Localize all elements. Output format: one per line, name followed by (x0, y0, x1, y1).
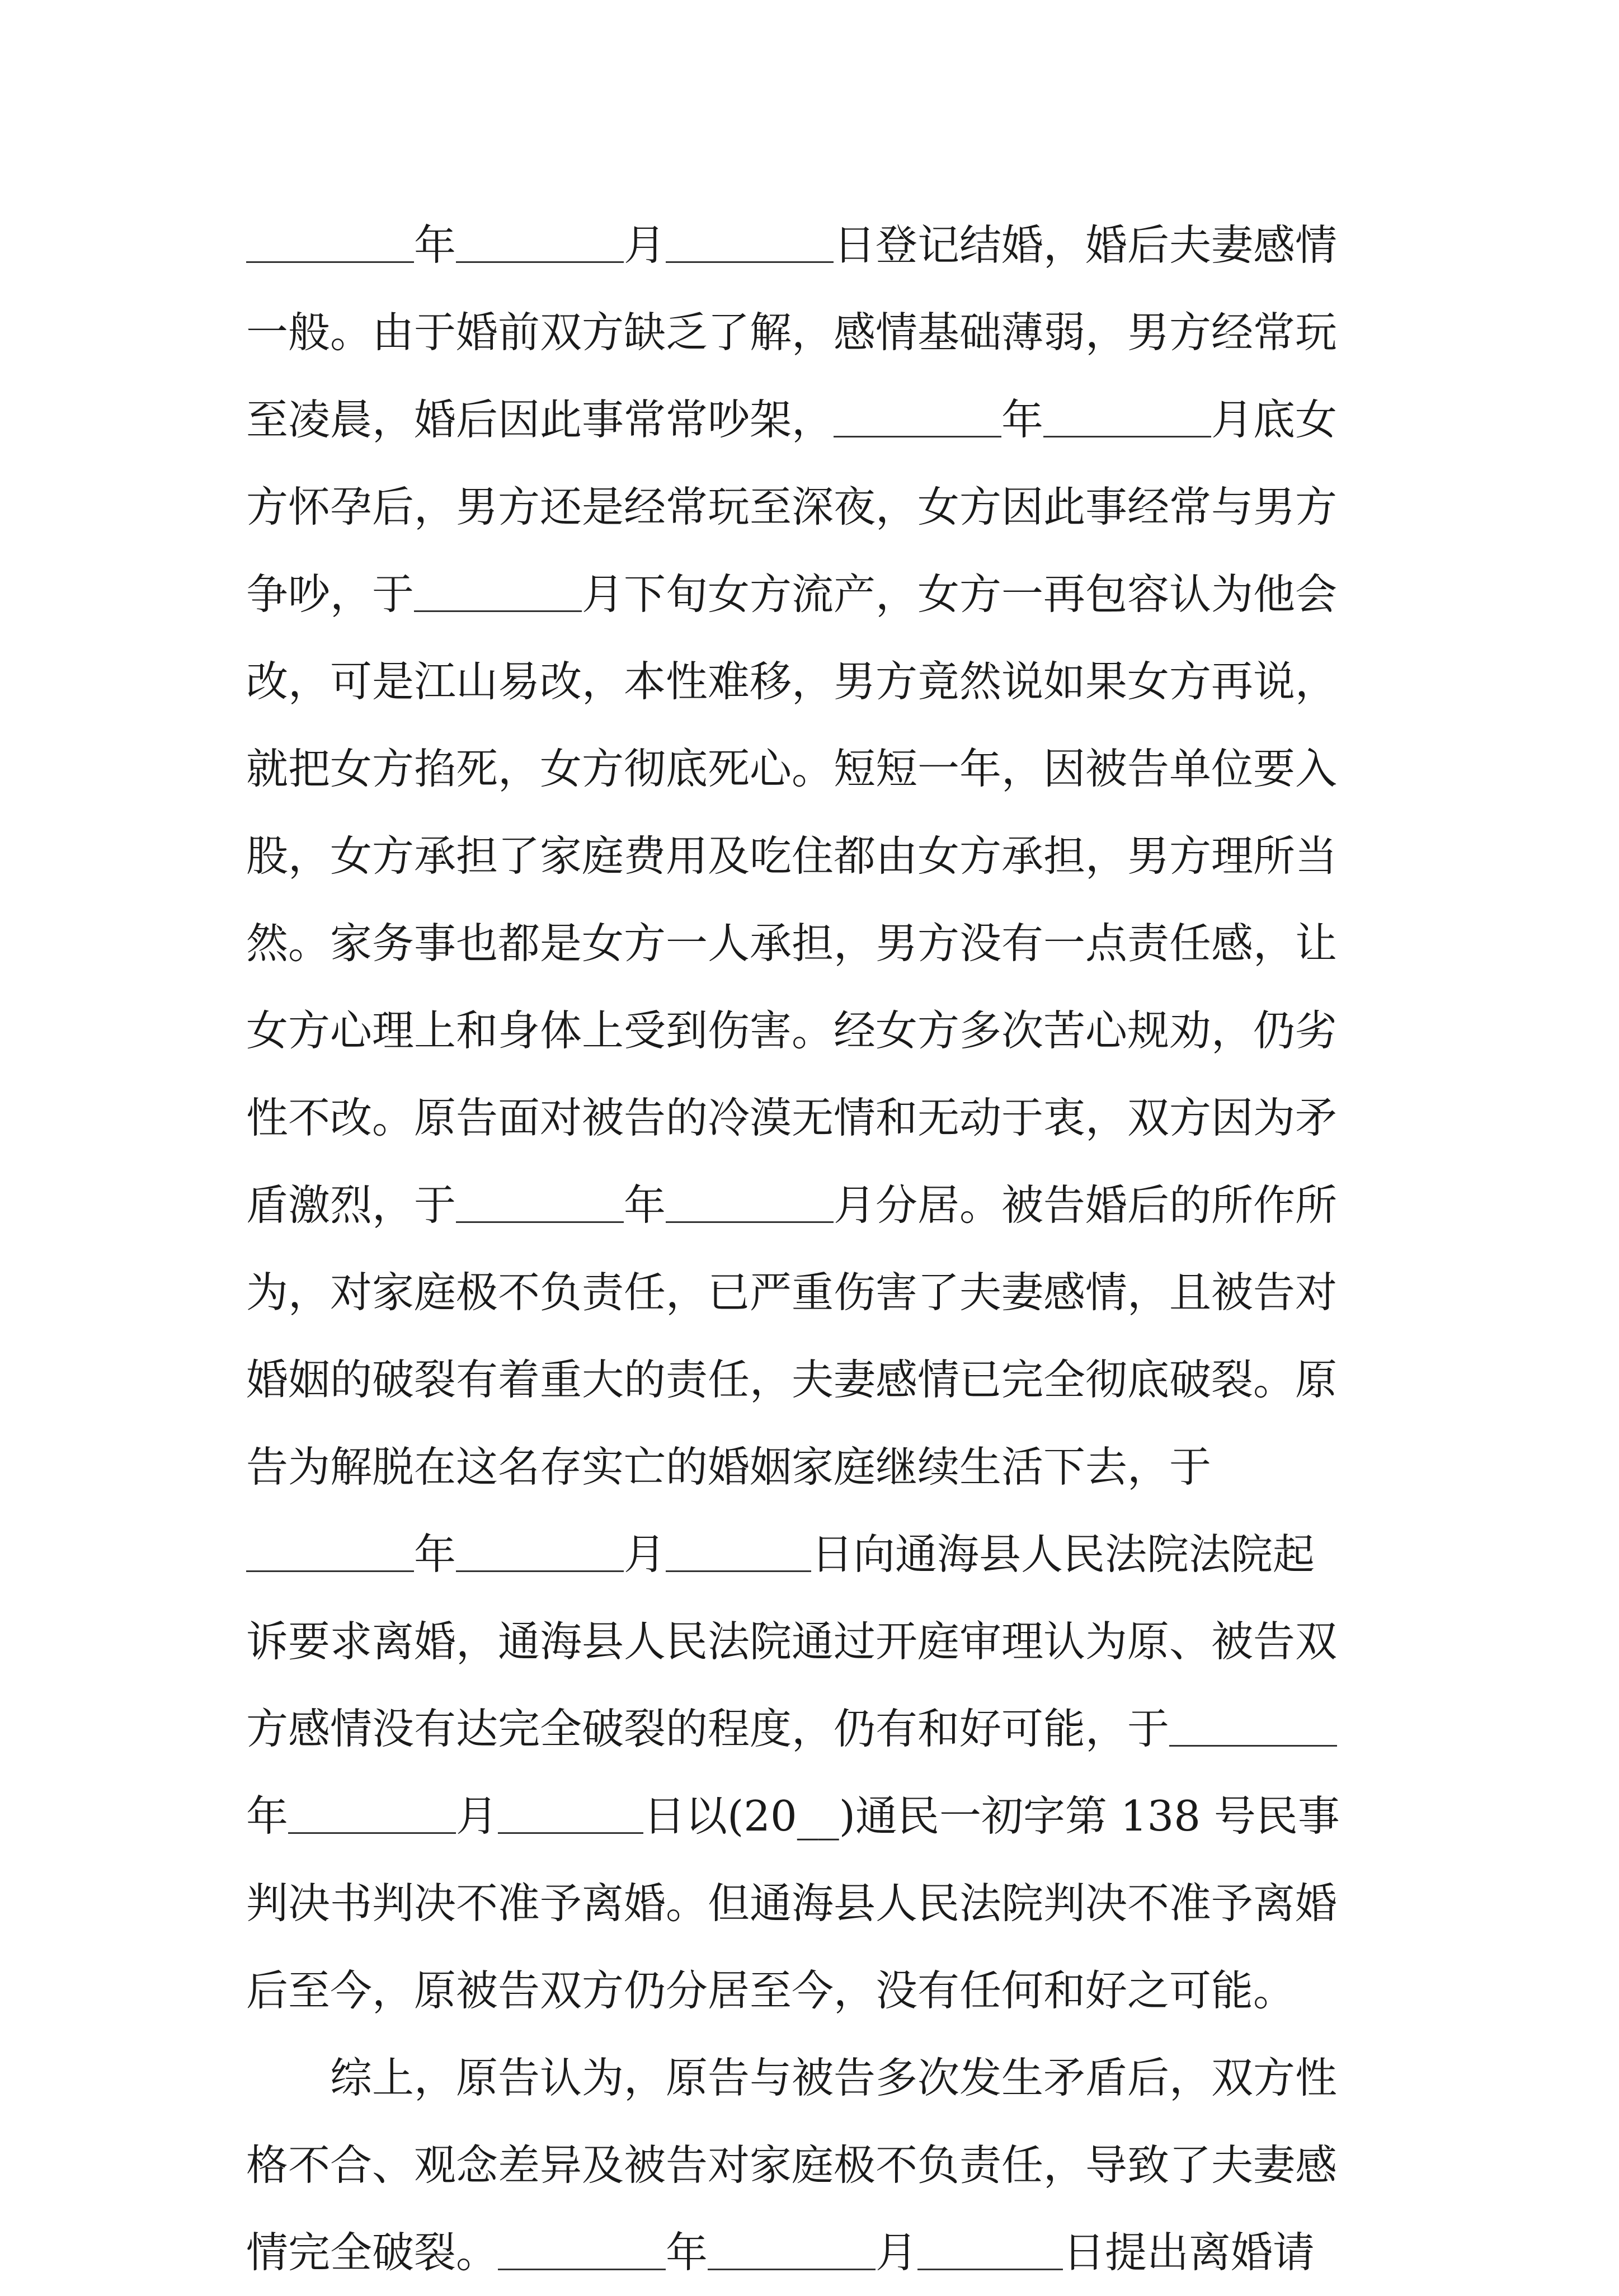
text-segment: 年 (624, 1180, 666, 1230)
text-segment: 月 (624, 1530, 666, 1579)
text-line (246, 2034, 1387, 2121)
text-segment: 年 (414, 1530, 456, 1579)
text-segment: 月分居。被告婚后的所作所 (834, 1180, 1338, 1230)
text-segment: 争吵，于 (246, 570, 415, 619)
fill-in-blank (1169, 1706, 1337, 1747)
text-segment: 月 (624, 220, 666, 270)
text-line (246, 2209, 1387, 2296)
text-segment: 月底女 (1211, 395, 1338, 444)
fill-in-blank (834, 397, 1001, 437)
text-line (246, 1336, 1387, 1423)
fill-in-blank (666, 1182, 834, 1223)
text-segment: 格不合、观念差异及被告对家庭极不负责任，导致了夫妻感 (246, 2140, 1338, 2190)
text-segment: 月下旬女方流产，女方一再包容认为他会 (582, 570, 1338, 619)
fill-in-blank (498, 2229, 666, 2270)
text-segment: 月 (456, 1791, 498, 1841)
text-segment: 然。家务事也都是女方一人承担，男方没有一点责任感，让 (246, 919, 1338, 968)
text-segment: 股，女方承担了家庭费用及吃住都由女方承担，男方理所当 (246, 831, 1338, 881)
text-line (246, 1423, 1387, 1511)
text-segment: 日向通海县人民法院法院起 (811, 1530, 1315, 1579)
text-segment: 盾激烈，于 (246, 1180, 456, 1230)
text-line (246, 1772, 1387, 1860)
text-segment: 婚姻的破裂有着重大的责任，夫妻感情已完全彻底破裂。原 (246, 1355, 1338, 1404)
text-segment: 年 (1001, 395, 1044, 444)
text-line (246, 2121, 1387, 2209)
fill-in-blank (456, 1531, 624, 1572)
fill-in-blank (708, 2229, 876, 2270)
text-segment: 就把女方掐死，女方彻底死心。短短一年，因被告单位要入 (246, 744, 1338, 793)
text-segment: 日以(20__)通民一初字第 138 号民事 (643, 1791, 1340, 1841)
text-segment: 诉要求离婚，通海县人民法院通过开庭审理认为原、被告双 (246, 1617, 1338, 1666)
text-line (246, 1598, 1387, 1685)
text-segment: 一般。由于婚前双方缺乏了解，感情基础薄弱，男方经常玩 (246, 308, 1338, 357)
fill-in-blank (288, 1793, 456, 1834)
fill-in-blank (666, 222, 834, 263)
text-segment: 方感情没有达完全破裂的程度，仍有和好可能，于 (246, 1704, 1170, 1753)
text-line (246, 1685, 1387, 1772)
fill-in-blank (246, 222, 414, 263)
text-segment: 年 (414, 220, 456, 270)
body-text (246, 201, 1387, 2296)
text-line (246, 1161, 1387, 1249)
text-segment: 女方心理上和身体上受到伤害。经女方多次苦心规劝，仍劣 (246, 1006, 1338, 1055)
text-segment: 性不改。原告面对被告的冷漠无情和无动于衷，双方因为矛 (246, 1093, 1338, 1142)
text-segment: 情完全破裂。 (246, 2228, 498, 2277)
text-line (246, 551, 1387, 638)
text-segment: 后至今，原被告双方仍分居至今，没有任何和好之可能。 (246, 1966, 1296, 2015)
fill-in-blank (1043, 397, 1211, 437)
text-line (246, 1511, 1387, 1598)
text-segment: 改，可是江山易改，本性难移，男方竟然说如果女方再说， (246, 657, 1338, 706)
fill-in-blank (498, 1793, 643, 1834)
text-line (246, 201, 1387, 289)
fill-in-blank (456, 222, 624, 263)
text-segment: 年 (246, 1791, 289, 1841)
text-line (246, 987, 1387, 1074)
text-segment: 判决书判决不准予离婚。但通海县人民法院判决不准予离婚 (246, 1879, 1338, 1928)
text-segment: 日登记结婚，婚后夫妻感情 (834, 220, 1338, 270)
text-line (246, 638, 1387, 725)
fill-in-blank (666, 1531, 811, 1572)
text-line (246, 376, 1387, 463)
text-segment: 至凌晨，婚后因此事常常吵架， (246, 395, 834, 444)
text-line (246, 725, 1387, 812)
text-segment: 综上，原告认为，原告与被告多次发生矛盾后，双方性 (330, 2053, 1338, 2102)
text-segment: 月 (876, 2228, 918, 2277)
fill-in-blank (917, 2229, 1063, 2270)
text-line (246, 1249, 1387, 1336)
fill-in-blank (456, 1182, 624, 1223)
text-line (246, 463, 1387, 551)
text-line (246, 289, 1387, 376)
text-segment: 年 (666, 2228, 708, 2277)
text-line (246, 812, 1387, 900)
text-line (246, 1947, 1387, 2034)
fill-in-blank (414, 571, 582, 612)
fill-in-blank (246, 1531, 414, 1572)
text-segment: 方怀孕后，男方还是经常玩至深夜，女方因此事经常与男方 (246, 482, 1338, 531)
text-line (246, 900, 1387, 987)
text-segment: 为，对家庭极不负责任，已严重伤害了夫妻感情，且被告对 (246, 1268, 1338, 1317)
text-segment: 日提出离婚请 (1063, 2228, 1315, 2277)
text-line (246, 1860, 1387, 1947)
text-line (246, 1074, 1387, 1161)
text-segment: 告为解脱在这名存实亡的婚姻家庭继续生活下去，于 (246, 1442, 1212, 1492)
